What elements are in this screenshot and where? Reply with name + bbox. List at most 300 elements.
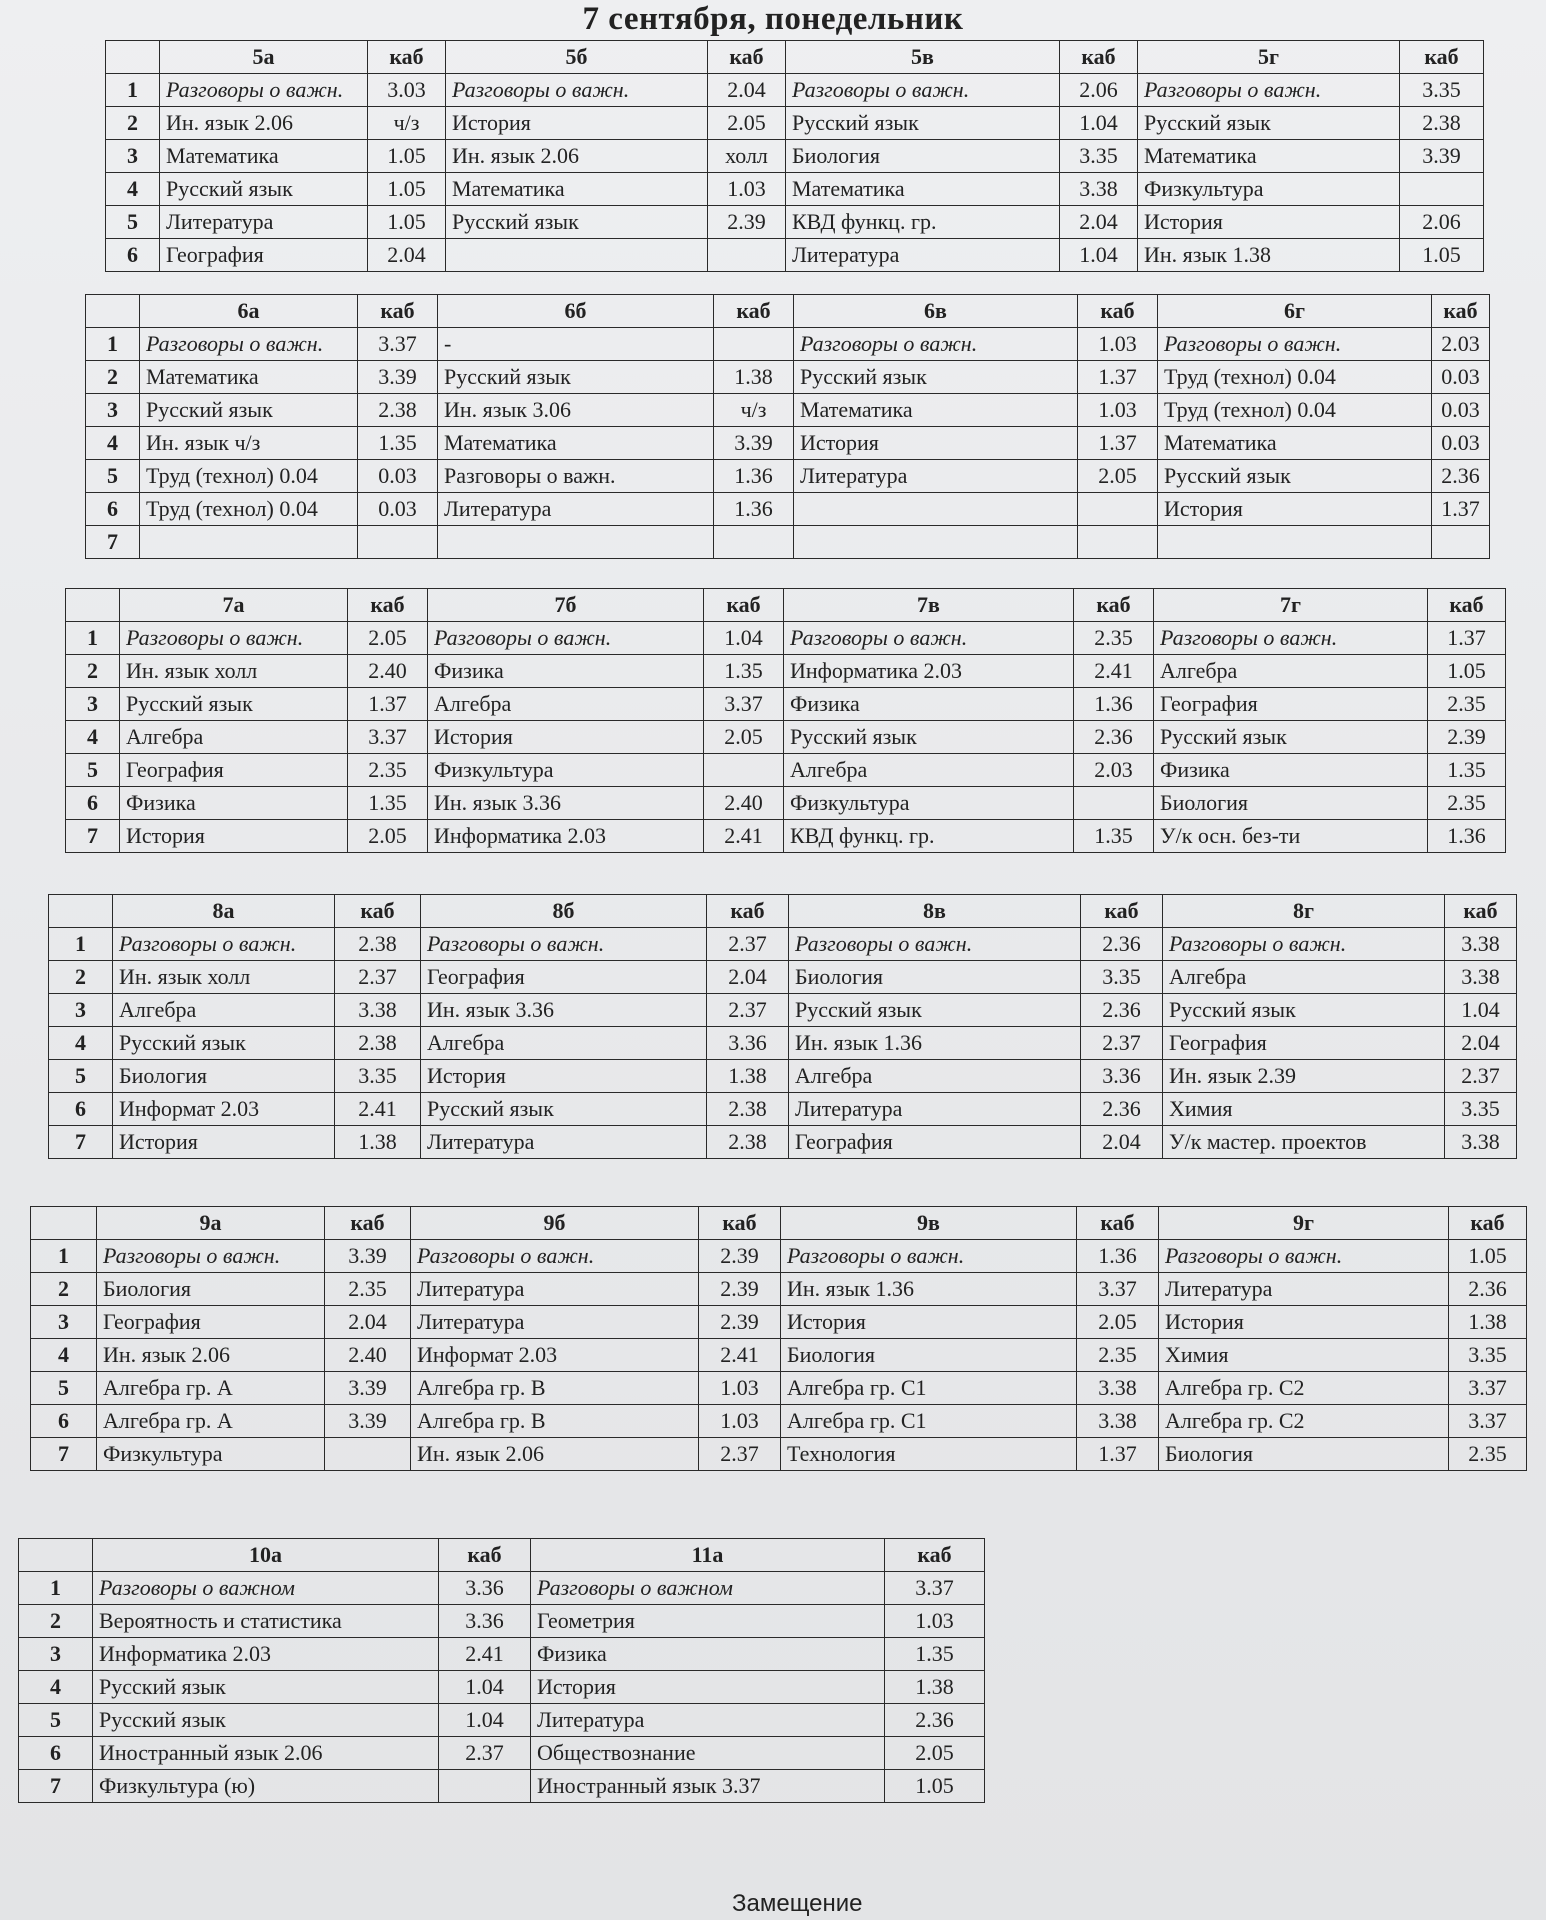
lesson-row: [19, 1770, 985, 1803]
room-column-header: каб: [1074, 589, 1154, 622]
room-cell: 2.38: [707, 1093, 789, 1126]
lesson-row: [106, 140, 1484, 173]
subject-cell: Разговоры о важн.: [786, 74, 1060, 107]
room-cell: 2.37: [707, 928, 789, 961]
subject-cell: У/к осн. без-ти: [1154, 820, 1428, 853]
lesson-number: 6: [19, 1737, 93, 1770]
subject-cell: Русский язык: [789, 994, 1081, 1027]
class-name-header: 9б: [411, 1207, 699, 1240]
lesson-number: 6: [31, 1405, 97, 1438]
room-cell: [1400, 173, 1484, 206]
room-cell: 1.36: [714, 493, 794, 526]
room-cell: 2.39: [699, 1240, 781, 1273]
room-cell: 1.35: [358, 427, 438, 460]
class-name-header: 6г: [1158, 295, 1432, 328]
room-cell: 3.35: [1449, 1339, 1527, 1372]
subject-cell: Алгебра: [1154, 655, 1428, 688]
header-corner-cell: [106, 41, 160, 74]
subject-cell: Разговоры о важн.: [1158, 328, 1432, 361]
subject-cell: Математика: [1158, 427, 1432, 460]
subject-cell: Литература: [789, 1093, 1081, 1126]
room-cell: 3.36: [1081, 1060, 1163, 1093]
subject-cell: [794, 526, 1078, 559]
room-column-header: каб: [699, 1207, 781, 1240]
room-cell: 1.37: [1432, 493, 1490, 526]
subject-cell: Русский язык: [446, 206, 708, 239]
room-cell: 3.36: [707, 1027, 789, 1060]
subject-cell: Физкультура: [428, 754, 704, 787]
room-cell: 2.05: [885, 1737, 985, 1770]
room-cell: 3.38: [1077, 1372, 1159, 1405]
lesson-row: [49, 1126, 1517, 1159]
lesson-row: [66, 787, 1506, 820]
subject-cell: Русский язык: [93, 1671, 439, 1704]
schedule-table-grade9: [30, 1206, 1527, 1471]
room-cell: 1.04: [1060, 239, 1138, 272]
room-cell: 2.06: [1400, 206, 1484, 239]
subject-cell: Русский язык: [113, 1027, 335, 1060]
subject-cell: Биология: [97, 1273, 325, 1306]
subject-cell: Разговоры о важн.: [1154, 622, 1428, 655]
lesson-row: [66, 622, 1506, 655]
room-cell: [708, 239, 786, 272]
subject-cell: Алгебра: [784, 754, 1074, 787]
room-cell: 2.05: [348, 820, 428, 853]
room-cell: 1.05: [368, 206, 446, 239]
room-cell: 1.03: [699, 1372, 781, 1405]
room-cell: [1078, 493, 1158, 526]
room-cell: 1.37: [1428, 622, 1506, 655]
subject-cell: Русский язык: [1163, 994, 1445, 1027]
lesson-number: 7: [86, 526, 140, 559]
subject-cell: Химия: [1159, 1339, 1449, 1372]
room-cell: 1.38: [335, 1126, 421, 1159]
subject-cell: Ин. язык 3.36: [428, 787, 704, 820]
room-column-header: каб: [335, 895, 421, 928]
room-cell: 1.38: [1449, 1306, 1527, 1339]
subject-cell: Физкультура (ю): [93, 1770, 439, 1803]
class-name-header: 10а: [93, 1539, 439, 1572]
lesson-row: [31, 1306, 1527, 1339]
room-cell: ч/з: [368, 107, 446, 140]
lesson-row: [49, 961, 1517, 994]
subject-cell: История: [113, 1126, 335, 1159]
class-name-header: 7а: [120, 589, 348, 622]
room-cell: 2.05: [704, 721, 784, 754]
subject-cell: История: [1159, 1306, 1449, 1339]
subject-cell: Русский язык: [1158, 460, 1432, 493]
room-cell: 2.35: [1428, 688, 1506, 721]
lesson-row: [66, 721, 1506, 754]
subject-cell: Алгебра гр. В: [411, 1372, 699, 1405]
subject-cell: Алгебра гр. С2: [1159, 1405, 1449, 1438]
subject-cell: Иностранный язык 2.06: [93, 1737, 439, 1770]
room-cell: 3.36: [439, 1605, 531, 1638]
room-cell: 2.35: [325, 1273, 411, 1306]
subject-cell: Ин. язык холл: [120, 655, 348, 688]
room-cell: 3.35: [1400, 74, 1484, 107]
room-cell: 2.36: [1449, 1273, 1527, 1306]
room-cell: [1078, 526, 1158, 559]
class-name-header: 11а: [531, 1539, 885, 1572]
subject-cell: Ин. язык 1.36: [789, 1027, 1081, 1060]
subject-cell: Ин. язык ч/з: [140, 427, 358, 460]
lesson-number: 5: [106, 206, 160, 239]
room-cell: 2.39: [699, 1306, 781, 1339]
room-cell: 1.05: [1400, 239, 1484, 272]
subject-cell: Математика: [794, 394, 1078, 427]
lesson-row: [31, 1438, 1527, 1471]
room-cell: 0.03: [1432, 361, 1490, 394]
subject-cell: Биология: [1159, 1438, 1449, 1471]
lesson-row: [19, 1605, 985, 1638]
subject-cell: География: [120, 754, 348, 787]
subject-cell: Биология: [789, 961, 1081, 994]
subject-cell: [1158, 526, 1432, 559]
lesson-number: 3: [19, 1638, 93, 1671]
lesson-number: 6: [66, 787, 120, 820]
room-cell: 2.04: [1060, 206, 1138, 239]
room-cell: 1.35: [885, 1638, 985, 1671]
room-cell: 1.04: [1445, 994, 1517, 1027]
subject-cell: Иностранный язык 3.37: [531, 1770, 885, 1803]
lesson-number: 7: [49, 1126, 113, 1159]
page-title: 7 сентября, понедельник: [582, 1, 964, 37]
subject-cell: Алгебра: [120, 721, 348, 754]
room-cell: 3.38: [1445, 1126, 1517, 1159]
subject-cell: Литература: [786, 239, 1060, 272]
room-cell: 3.37: [358, 328, 438, 361]
room-cell: 3.37: [885, 1572, 985, 1605]
subject-cell: Ин. язык 2.06: [446, 140, 708, 173]
room-cell: 0.03: [1432, 427, 1490, 460]
subject-cell: Русский язык: [794, 361, 1078, 394]
room-cell: 1.35: [348, 787, 428, 820]
subject-cell: История: [531, 1671, 885, 1704]
room-column-header: каб: [708, 41, 786, 74]
lesson-row: [31, 1273, 1527, 1306]
subject-cell: Алгебра гр. А: [97, 1372, 325, 1405]
class-name-header: 6в: [794, 295, 1078, 328]
class-name-header: 8г: [1163, 895, 1445, 928]
room-cell: 3.38: [335, 994, 421, 1027]
room-cell: 1.35: [1074, 820, 1154, 853]
subject-cell: География: [1163, 1027, 1445, 1060]
room-cell: 3.38: [1077, 1405, 1159, 1438]
subject-cell: Алгебра: [113, 994, 335, 1027]
subject-cell: Разговоры о важн.: [428, 622, 704, 655]
room-cell: 2.03: [1074, 754, 1154, 787]
lesson-row: [19, 1572, 985, 1605]
room-cell: 1.37: [1077, 1438, 1159, 1471]
subject-cell: Математика: [140, 361, 358, 394]
lesson-number: 3: [31, 1306, 97, 1339]
lesson-number: 6: [86, 493, 140, 526]
lesson-number: 4: [19, 1671, 93, 1704]
room-cell: 1.36: [714, 460, 794, 493]
subject-cell: Литература: [411, 1306, 699, 1339]
lesson-row: [49, 1060, 1517, 1093]
lesson-number: 1: [49, 928, 113, 961]
room-cell: 3.37: [704, 688, 784, 721]
header-corner-cell: [19, 1539, 93, 1572]
lesson-number: 4: [86, 427, 140, 460]
subject-cell: Разговоры о важн.: [160, 74, 368, 107]
subject-cell: Литература: [794, 460, 1078, 493]
subject-cell: Информат 2.03: [411, 1339, 699, 1372]
schedule-table-grade10-11: [18, 1538, 985, 1803]
room-cell: [358, 526, 438, 559]
room-cell: 2.38: [358, 394, 438, 427]
subject-cell: История: [781, 1306, 1077, 1339]
lesson-number: 2: [19, 1605, 93, 1638]
subject-cell: История: [794, 427, 1078, 460]
subject-cell: Ин. язык 2.06: [160, 107, 368, 140]
room-cell: 3.39: [1400, 140, 1484, 173]
room-cell: 2.38: [335, 1027, 421, 1060]
lesson-number: 3: [86, 394, 140, 427]
room-cell: 2.04: [707, 961, 789, 994]
room-cell: 3.03: [368, 74, 446, 107]
subject-cell: Русский язык: [421, 1093, 707, 1126]
lesson-row: [86, 328, 1490, 361]
subject-cell: Разговоры о важн.: [113, 928, 335, 961]
room-cell: 1.37: [1078, 361, 1158, 394]
room-column-header: каб: [1449, 1207, 1527, 1240]
lesson-number: 2: [106, 107, 160, 140]
lesson-number: 5: [66, 754, 120, 787]
room-cell: 2.37: [699, 1438, 781, 1471]
lesson-number: 7: [19, 1770, 93, 1803]
subject-cell: Разговоры о важн.: [411, 1240, 699, 1273]
room-cell: 0.03: [1432, 394, 1490, 427]
room-cell: [1074, 787, 1154, 820]
room-cell: 1.37: [1078, 427, 1158, 460]
room-cell: 2.36: [1081, 994, 1163, 1027]
room-cell: 2.05: [1078, 460, 1158, 493]
room-cell: 2.04: [1445, 1027, 1517, 1060]
lesson-row: [106, 239, 1484, 272]
lesson-number: 2: [66, 655, 120, 688]
room-cell: 2.36: [885, 1704, 985, 1737]
class-header-row: [86, 295, 1490, 328]
schedule-table-grade8: [48, 894, 1517, 1159]
room-cell: 2.39: [699, 1273, 781, 1306]
lesson-row: [106, 107, 1484, 140]
subject-cell: Разговоры о важн.: [421, 928, 707, 961]
class-name-header: 8б: [421, 895, 707, 928]
room-cell: ч/з: [714, 394, 794, 427]
subject-cell: Труд (технол) 0.04: [140, 493, 358, 526]
subject-cell: Алгебра гр. С1: [781, 1405, 1077, 1438]
lesson-number: 2: [86, 361, 140, 394]
subject-cell: Русский язык: [140, 394, 358, 427]
lesson-number: 3: [49, 994, 113, 1027]
room-cell: 2.39: [1428, 721, 1506, 754]
subject-cell: Русский язык: [160, 173, 368, 206]
class-header-row: [19, 1539, 985, 1572]
subject-cell: География: [789, 1126, 1081, 1159]
room-cell: 1.36: [1428, 820, 1506, 853]
room-cell: 1.05: [368, 173, 446, 206]
subject-cell: [794, 493, 1078, 526]
subject-cell: Разговоры о важн.: [120, 622, 348, 655]
lesson-row: [86, 427, 1490, 460]
subject-cell: История: [120, 820, 348, 853]
substitution-heading: Замещение: [732, 1890, 863, 1917]
subject-cell: Геометрия: [531, 1605, 885, 1638]
room-cell: 1.04: [1060, 107, 1138, 140]
subject-cell: Русский язык: [93, 1704, 439, 1737]
lesson-number: 4: [106, 173, 160, 206]
subject-cell: География: [421, 961, 707, 994]
subject-cell: [446, 239, 708, 272]
room-cell: 3.39: [714, 427, 794, 460]
schedule-table-grade7: [65, 588, 1506, 853]
subject-cell: Математика: [160, 140, 368, 173]
lesson-row: [49, 1027, 1517, 1060]
room-column-header: каб: [439, 1539, 531, 1572]
class-name-header: 9а: [97, 1207, 325, 1240]
class-header-row: [49, 895, 1517, 928]
subject-cell: Разговоры о важном: [531, 1572, 885, 1605]
room-cell: 2.38: [335, 928, 421, 961]
subject-cell: Литература: [421, 1126, 707, 1159]
room-cell: 1.35: [704, 655, 784, 688]
room-cell: 2.36: [1081, 928, 1163, 961]
room-cell: 3.37: [348, 721, 428, 754]
lesson-row: [19, 1638, 985, 1671]
header-corner-cell: [86, 295, 140, 328]
class-name-header: 6а: [140, 295, 358, 328]
class-name-header: 8в: [789, 895, 1081, 928]
subject-cell: Биология: [786, 140, 1060, 173]
lesson-row: [106, 74, 1484, 107]
subject-cell: Ин. язык 2.06: [411, 1438, 699, 1471]
class-name-header: 9г: [1159, 1207, 1449, 1240]
subject-cell: Биология: [113, 1060, 335, 1093]
room-column-header: каб: [1081, 895, 1163, 928]
subject-cell: Разговоры о важн.: [1138, 74, 1400, 107]
room-cell: 3.38: [1060, 173, 1138, 206]
subject-cell: Ин. язык 2.39: [1163, 1060, 1445, 1093]
room-cell: 2.36: [1081, 1093, 1163, 1126]
room-column-header: каб: [707, 895, 789, 928]
subject-cell: [140, 526, 358, 559]
subject-cell: Русский язык: [438, 361, 714, 394]
lesson-row: [49, 994, 1517, 1027]
room-cell: 3.38: [1445, 961, 1517, 994]
subject-cell: Алгебра гр. А: [97, 1405, 325, 1438]
subject-cell: Физкультура: [97, 1438, 325, 1471]
room-column-header: каб: [1432, 295, 1490, 328]
subject-cell: Разговоры о важн.: [781, 1240, 1077, 1273]
subject-cell: Ин. язык 3.06: [438, 394, 714, 427]
lesson-row: [86, 460, 1490, 493]
room-cell: [1432, 526, 1490, 559]
class-header-row: [106, 41, 1484, 74]
subject-cell: Биология: [1154, 787, 1428, 820]
subject-cell: Алгебра: [421, 1027, 707, 1060]
room-cell: 1.05: [885, 1770, 985, 1803]
lesson-number: 5: [86, 460, 140, 493]
room-column-header: каб: [1428, 589, 1506, 622]
lesson-number: 1: [66, 622, 120, 655]
lesson-row: [31, 1372, 1527, 1405]
subject-cell: Разговоры о важн.: [140, 328, 358, 361]
lesson-row: [19, 1737, 985, 1770]
room-cell: 2.05: [348, 622, 428, 655]
room-cell: [714, 526, 794, 559]
class-name-header: 7г: [1154, 589, 1428, 622]
subject-cell: Физика: [531, 1638, 885, 1671]
class-header-row: [66, 589, 1506, 622]
subject-cell: География: [160, 239, 368, 272]
subject-cell: Русский язык: [120, 688, 348, 721]
lesson-number: 1: [19, 1572, 93, 1605]
room-cell: 1.38: [707, 1060, 789, 1093]
room-cell: 3.35: [1081, 961, 1163, 994]
subject-cell: Информат 2.03: [113, 1093, 335, 1126]
room-cell: 2.37: [1445, 1060, 1517, 1093]
room-cell: 2.41: [439, 1638, 531, 1671]
lesson-row: [49, 1093, 1517, 1126]
lesson-row: [31, 1240, 1527, 1273]
lesson-row: [66, 754, 1506, 787]
subject-cell: Технология: [781, 1438, 1077, 1471]
room-cell: 2.39: [708, 206, 786, 239]
room-cell: 3.35: [1445, 1093, 1517, 1126]
lesson-number: 7: [31, 1438, 97, 1471]
subject-cell: Разговоры о важн.: [789, 928, 1081, 961]
room-cell: 2.35: [1449, 1438, 1527, 1471]
class-name-header: 8а: [113, 895, 335, 928]
room-cell: 2.35: [1074, 622, 1154, 655]
room-cell: 1.03: [699, 1405, 781, 1438]
room-cell: 1.38: [714, 361, 794, 394]
room-cell: 2.40: [325, 1339, 411, 1372]
subject-cell: Литература: [411, 1273, 699, 1306]
subject-cell: Физика: [784, 688, 1074, 721]
room-cell: 1.36: [1074, 688, 1154, 721]
room-column-header: каб: [358, 295, 438, 328]
lesson-row: [106, 206, 1484, 239]
subject-cell: История: [428, 721, 704, 754]
room-cell: 1.04: [704, 622, 784, 655]
subject-cell: История: [1158, 493, 1432, 526]
subject-cell: Ин. язык холл: [113, 961, 335, 994]
subject-cell: Разговоры о важн.: [794, 328, 1078, 361]
room-cell: 2.04: [1081, 1126, 1163, 1159]
lesson-number: 4: [49, 1027, 113, 1060]
room-cell: [325, 1438, 411, 1471]
subject-cell: Русский язык: [784, 721, 1074, 754]
room-cell: 2.40: [348, 655, 428, 688]
lesson-row: [66, 655, 1506, 688]
class-name-header: 7в: [784, 589, 1074, 622]
lesson-number: 1: [31, 1240, 97, 1273]
subject-cell: Математика: [1138, 140, 1400, 173]
room-cell: 2.38: [707, 1126, 789, 1159]
lesson-row: [86, 493, 1490, 526]
subject-cell: Литература: [438, 493, 714, 526]
header-corner-cell: [31, 1207, 97, 1240]
subject-cell: Алгебра: [1163, 961, 1445, 994]
subject-cell: Вероятность и статистика: [93, 1605, 439, 1638]
room-cell: 2.35: [1077, 1339, 1159, 1372]
subject-cell: Литература: [160, 206, 368, 239]
subject-cell: История: [1138, 206, 1400, 239]
